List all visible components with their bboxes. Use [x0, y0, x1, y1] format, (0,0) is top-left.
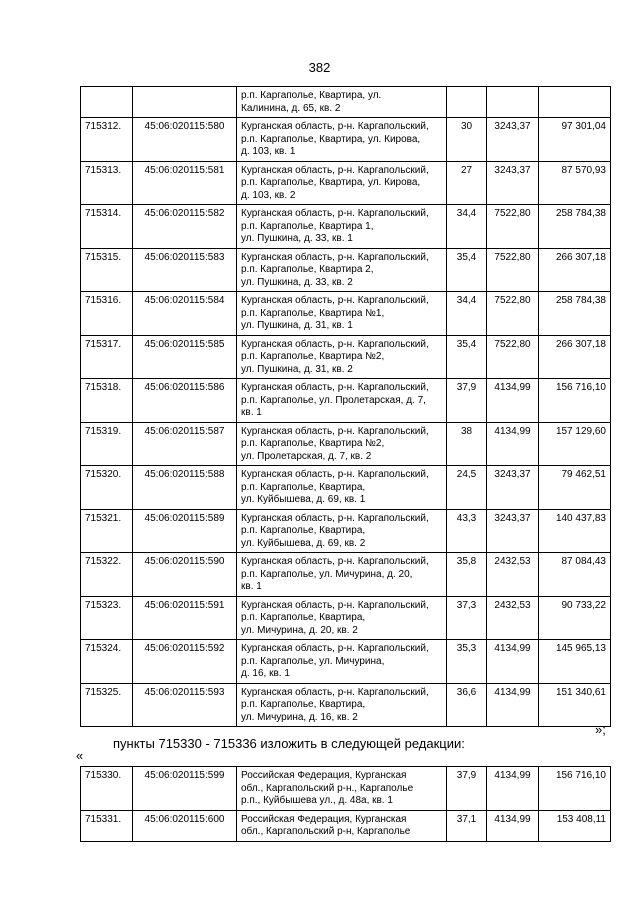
cadastral-value-cell: 153 408,11: [539, 810, 611, 841]
cadastral-value-cell: 258 784,38: [539, 205, 611, 249]
cadastral-number-cell: [133, 87, 237, 118]
address-line: р.п. Каргаполье, Квартира №2,: [241, 351, 385, 362]
address-cell: [237, 509, 447, 553]
address-line: р.п. Каргаполье, Квартира 2,: [241, 264, 374, 275]
cadastral-value-cell: 156 716,10: [539, 767, 611, 811]
amended-cadastral-table: [80, 766, 611, 842]
page-number: 382: [308, 60, 331, 75]
address-cell: [237, 553, 447, 597]
address-line: р.п. Каргаполье, ул. Пролетарская, д. 7,: [241, 394, 426, 406]
address-cell: [237, 683, 447, 727]
address-line: ул. Пушкина, д. 33, кв. 2: [241, 276, 353, 288]
table-row: [81, 640, 611, 684]
address-line: обл., Каргапольский р-н, Каргаполье: [241, 826, 411, 837]
cadastral-value-table: [80, 86, 611, 727]
address-line: р.п. Каргаполье, Квартира, ул.: [241, 90, 382, 101]
address-line: Курганская область, р-н. Каргапольский,: [241, 251, 429, 263]
address-line: Курганская область, р-н. Каргапольский,: [241, 121, 429, 132]
address-line: ул. Куйбышева, д. 69, кв. 1: [241, 494, 366, 505]
address-cell: [237, 379, 447, 423]
address-line: р.п., Куйбышева ул., д. 48а, кв. 1: [241, 795, 393, 806]
area-cell: [447, 87, 487, 118]
address-line: Курганская область, р-н. Каргапольский,: [241, 643, 429, 654]
cadastral-value-cell: 90 733,22: [539, 596, 611, 640]
address-line: Курганская область, р-н. Каргапольский,: [241, 556, 429, 567]
area-cell: 38: [447, 422, 487, 466]
specific-value-cell: 4134,99: [487, 640, 539, 684]
area-cell: 43,3: [447, 509, 487, 553]
address-line: д. 103, кв. 2: [241, 189, 296, 201]
address-line: р.п. Каргаполье, Квартира,: [241, 481, 366, 493]
address-cell: [237, 767, 447, 811]
address-line: Курганская область, р-н. Каргапольский,: [241, 208, 429, 219]
table-row: [81, 422, 611, 466]
item-number-cell: [81, 87, 133, 118]
address-line: ул. Пушкина, д. 31, кв. 1: [241, 320, 353, 331]
cadastral-number-cell: 45:06:020115:590: [133, 553, 237, 597]
item-number-cell: 715322.: [81, 553, 133, 597]
address-line: р.п. Каргаполье, Квартира,: [241, 699, 366, 710]
address-line: д. 103, кв. 1: [241, 146, 296, 157]
address-cell: [237, 640, 447, 684]
table-row: [81, 205, 611, 249]
area-cell: 35,4: [447, 248, 487, 292]
specific-value-cell: 7522,80: [487, 205, 539, 249]
specific-value-cell: 3243,37: [487, 466, 539, 510]
address-line: р.п. Каргаполье, Квартира, ул. Кирова,: [241, 177, 421, 188]
specific-value-cell: 3243,37: [487, 509, 539, 553]
table-row: [81, 683, 611, 727]
address-line: р.п. Каргаполье, Квартира, ул. Кирова,: [241, 133, 421, 145]
cadastral-number-cell: 45:06:020115:589: [133, 509, 237, 553]
area-cell: 37,9: [447, 767, 487, 811]
cadastral-number-cell: 45:06:020115:587: [133, 422, 237, 466]
table-row: [81, 335, 611, 379]
item-number-cell: 715317.: [81, 335, 133, 379]
address-line: кв. 1: [241, 581, 262, 592]
item-number-cell: 715312.: [81, 118, 133, 162]
address-line: д. 16, кв. 1: [241, 668, 290, 679]
amendment-instruction: пункты 715330 - 715336 изложить в следующей редакции:: [113, 736, 465, 751]
item-number-cell: 715325.: [81, 683, 133, 727]
specific-value-cell: 4134,99: [487, 767, 539, 811]
closing-quote-mark: »;: [595, 722, 606, 737]
address-line: ул. Пушкина, д. 31, кв. 2: [241, 363, 353, 375]
address-line: р.п. Каргаполье, Квартира,: [241, 612, 366, 623]
specific-value-cell: 4134,99: [487, 422, 539, 466]
cadastral-value-cell: 157 129,60: [539, 422, 611, 466]
address-line: р.п. Каргаполье, Квартира,: [241, 525, 366, 536]
address-cell: [237, 596, 447, 640]
cadastral-value-cell: 156 716,10: [539, 379, 611, 423]
cadastral-value-cell: 140 437,83: [539, 509, 611, 553]
address-line: Курганская область, р-н. Каргапольский,: [241, 599, 429, 611]
address-line: р.п. Каргаполье, Квартира №2,: [241, 438, 385, 449]
cadastral-value-cell: 87 570,93: [539, 161, 611, 205]
address-line: Курганская область, р-н. Каргапольский,: [241, 338, 429, 350]
address-cell: [237, 292, 447, 336]
specific-value-cell: 7522,80: [487, 292, 539, 336]
specific-value-cell: 4134,99: [487, 379, 539, 423]
address-cell: [237, 205, 447, 249]
cadastral-value-cell: 97 301,04: [539, 118, 611, 162]
item-number-cell: 715323.: [81, 596, 133, 640]
address-line: ул. Пушкина, д. 33, кв. 1: [241, 233, 353, 244]
cadastral-value-cell: 266 307,18: [539, 335, 611, 379]
cadastral-value-cell: 79 462,51: [539, 466, 611, 510]
area-cell: 34,4: [447, 292, 487, 336]
area-cell: 30: [447, 118, 487, 162]
table-row: [81, 87, 611, 118]
address-cell: [237, 87, 447, 118]
address-cell: [237, 335, 447, 379]
item-number-cell: 715316.: [81, 292, 133, 336]
area-cell: 35,3: [447, 640, 487, 684]
address-line: ул. Мичурина, д. 16, кв. 2: [241, 711, 358, 723]
cadastral-number-cell: 45:06:020115:581: [133, 161, 237, 205]
area-cell: 37,1: [447, 810, 487, 841]
address-line: Курганская область, р-н. Каргапольский,: [241, 469, 429, 480]
table-body: [81, 87, 611, 727]
table-body: [81, 767, 611, 842]
address-cell: [237, 118, 447, 162]
address-line: обл., Каргапольский р-н., Каргаполье: [241, 782, 414, 794]
address-line: Российская Федерация, Курганская: [241, 770, 407, 781]
address-cell: [237, 466, 447, 510]
area-cell: 24,5: [447, 466, 487, 510]
table-row: [81, 161, 611, 205]
address-cell: [237, 161, 447, 205]
table-row: [81, 553, 611, 597]
cadastral-number-cell: 45:06:020115:586: [133, 379, 237, 423]
item-number-cell: 715319.: [81, 422, 133, 466]
address-line: ул. Мичурина, д. 20, кв. 2: [241, 624, 358, 636]
cadastral-value-cell: 258 784,38: [539, 292, 611, 336]
cadastral-value-cell: [539, 87, 611, 118]
address-line: ул. Куйбышева, д. 69, кв. 2: [241, 537, 366, 549]
table-row: [81, 466, 611, 510]
specific-value-cell: 2432,53: [487, 553, 539, 597]
cadastral-value-cell: 87 084,43: [539, 553, 611, 597]
cadastral-number-cell: 45:06:020115:599: [133, 767, 237, 811]
area-cell: 36,6: [447, 683, 487, 727]
specific-value-cell: [487, 87, 539, 118]
address-line: Российская Федерация, Курганская: [241, 813, 407, 825]
item-number-cell: 715330.: [81, 767, 133, 811]
specific-value-cell: 7522,80: [487, 248, 539, 292]
item-number-cell: 715320.: [81, 466, 133, 510]
address-line: р.п. Каргаполье, Квартира 1,: [241, 220, 374, 232]
specific-value-cell: 3243,37: [487, 118, 539, 162]
cadastral-number-cell: 45:06:020115:584: [133, 292, 237, 336]
cadastral-value-cell: 266 307,18: [539, 248, 611, 292]
address-line: р.п. Каргаполье, ул. Мичурина,: [241, 655, 385, 667]
table-row: [81, 248, 611, 292]
address-line: кв. 1: [241, 407, 262, 418]
address-cell: [237, 810, 447, 841]
table-row: [81, 596, 611, 640]
area-cell: 37,9: [447, 379, 487, 423]
specific-value-cell: 4134,99: [487, 683, 539, 727]
address-line: Курганская область, р-н. Каргапольский,: [241, 382, 429, 393]
cadastral-number-cell: 45:06:020115:583: [133, 248, 237, 292]
address-line: Курганская область, р-н. Каргапольский,: [241, 512, 429, 524]
cadastral-number-cell: 45:06:020115:592: [133, 640, 237, 684]
table-row: [81, 810, 611, 841]
specific-value-cell: 2432,53: [487, 596, 539, 640]
address-line: Курганская область, р-н. Каргапольский,: [241, 295, 429, 306]
item-number-cell: 715313.: [81, 161, 133, 205]
area-cell: 27: [447, 161, 487, 205]
item-number-cell: 715315.: [81, 248, 133, 292]
item-number-cell: 715321.: [81, 509, 133, 553]
address-line: Курганская область, р-н. Каргапольский,: [241, 425, 429, 437]
address-line: Курганская область, р-н. Каргапольский,: [241, 686, 429, 698]
area-cell: 37,3: [447, 596, 487, 640]
cadastral-number-cell: 45:06:020115:582: [133, 205, 237, 249]
table-row: [81, 509, 611, 553]
item-number-cell: 715314.: [81, 205, 133, 249]
table-row: [81, 292, 611, 336]
item-number-cell: 715324.: [81, 640, 133, 684]
item-number-cell: 715318.: [81, 379, 133, 423]
area-cell: 34,4: [447, 205, 487, 249]
specific-value-cell: 4134,99: [487, 810, 539, 841]
area-cell: 35,4: [447, 335, 487, 379]
address-line: р.п. Каргаполье, ул. Мичурина, д. 20,: [241, 568, 413, 580]
cadastral-number-cell: 45:06:020115:580: [133, 118, 237, 162]
address-cell: [237, 422, 447, 466]
table-row: [81, 118, 611, 162]
area-cell: 35,8: [447, 553, 487, 597]
item-number-cell: 715331.: [81, 810, 133, 841]
cadastral-number-cell: 45:06:020115:585: [133, 335, 237, 379]
cadastral-number-cell: 45:06:020115:591: [133, 596, 237, 640]
cadastral-number-cell: 45:06:020115:593: [133, 683, 237, 727]
cadastral-number-cell: 45:06:020115:588: [133, 466, 237, 510]
address-line: ул. Пролетарская, д. 7, кв. 2: [241, 450, 372, 462]
address-cell: [237, 248, 447, 292]
specific-value-cell: 7522,80: [487, 335, 539, 379]
cadastral-value-cell: 151 340,61: [539, 683, 611, 727]
address-line: Курганская область, р-н. Каргапольский,: [241, 164, 429, 176]
cadastral-number-cell: 45:06:020115:600: [133, 810, 237, 841]
specific-value-cell: 3243,37: [487, 161, 539, 205]
cadastral-value-cell: 145 965,13: [539, 640, 611, 684]
table-row: [81, 767, 611, 811]
address-line: р.п. Каргаполье, Квартира №1,: [241, 307, 385, 319]
address-line: Калинина, д. 65, кв. 2: [241, 102, 341, 114]
table-row: [81, 379, 611, 423]
opening-quote-mark: «: [76, 748, 84, 763]
